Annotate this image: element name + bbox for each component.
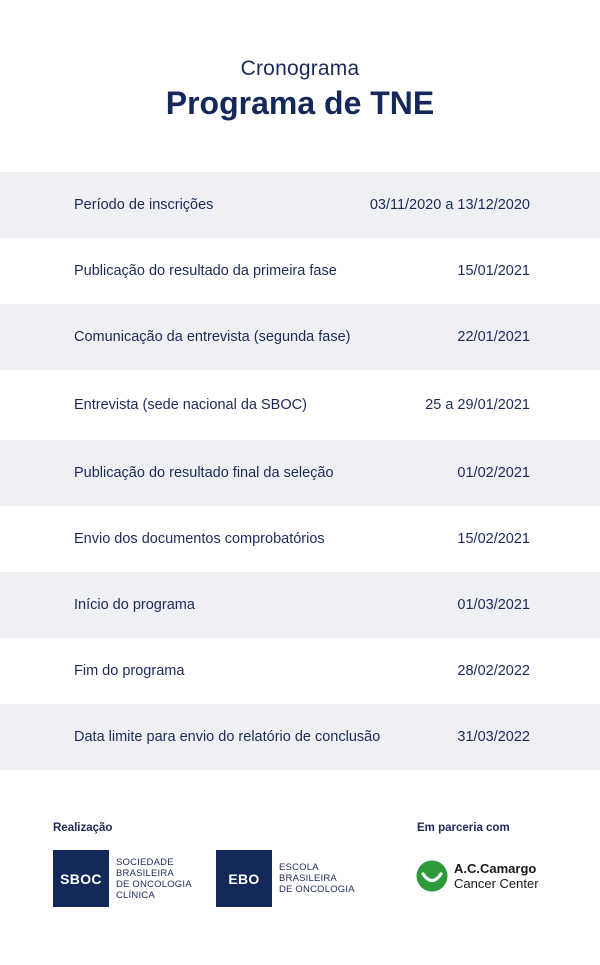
- schedule-date: 15/01/2021: [457, 263, 530, 279]
- smile-circle-icon: [416, 860, 448, 892]
- ebo-logo-mark: EBO: [216, 850, 272, 907]
- ebo-line: BRASILEIRA: [279, 873, 337, 884]
- sboc-line: BRASILEIRA: [116, 867, 174, 879]
- ebo-logo-text: [279, 862, 355, 895]
- realizacao-label: Realização: [53, 822, 113, 834]
- accamargo-name: A.C.Camargo: [454, 861, 537, 876]
- schedule-row: [0, 572, 600, 638]
- page-title: Programa de TNE: [165, 85, 435, 121]
- sboc-logo-text: [116, 857, 192, 901]
- page-header: [0, 56, 600, 122]
- sboc-logo-mark: SBOC: [53, 850, 109, 907]
- schedule-label: Comunicação da entrevista (segunda fase): [74, 329, 351, 345]
- schedule-label: Data limite para envio do relatório de conclusão: [74, 729, 381, 745]
- schedule-label: Período de inscrições: [74, 197, 214, 213]
- schedule-date: 01/03/2021: [457, 597, 530, 613]
- accamargo-logo: [416, 860, 539, 892]
- page-subtitle: Cronograma: [240, 57, 360, 80]
- schedule-date: 31/03/2022: [457, 729, 530, 745]
- schedule-label: Fim do programa: [74, 663, 185, 679]
- ebo-line: ESCOLA: [279, 862, 319, 873]
- sboc-line: SOCIEDADE: [116, 856, 174, 868]
- schedule-date: 22/01/2021: [457, 329, 530, 345]
- schedule-date: 03/11/2020 a 13/12/2020: [369, 197, 530, 213]
- sboc-line: DE ONCOLOGIA: [116, 878, 192, 890]
- schedule-label: Entrevista (sede nacional da SBOC): [74, 397, 307, 413]
- ebo-line: DE ONCOLOGIA: [279, 884, 355, 895]
- schedule-date: 15/02/2021: [457, 531, 530, 547]
- schedule-row: [0, 440, 600, 506]
- schedule-row: [0, 370, 600, 440]
- accamargo-sub: Cancer Center: [454, 876, 539, 891]
- schedule-table: [0, 172, 600, 770]
- schedule-date: 25 a 29/01/2021: [425, 397, 530, 413]
- schedule-label: Envio dos documentos comprobatórios: [74, 531, 325, 547]
- schedule-label: Início do programa: [74, 597, 195, 613]
- schedule-row: [0, 506, 600, 572]
- schedule-row: [0, 172, 600, 238]
- schedule-label: Publicação do resultado da primeira fase: [74, 263, 337, 279]
- schedule-row: [0, 238, 600, 304]
- sboc-logo: [53, 850, 192, 907]
- footer: [0, 822, 600, 922]
- ebo-logo: [216, 850, 355, 907]
- schedule-row: [0, 638, 600, 704]
- schedule-row: [0, 704, 600, 770]
- sboc-line: CLÍNICA: [116, 889, 155, 901]
- schedule-date: 28/02/2022: [457, 663, 530, 679]
- schedule-label: Publicação do resultado final da seleção: [74, 465, 334, 481]
- schedule-date: 01/02/2021: [457, 465, 530, 481]
- parceria-label: Em parceria com: [417, 822, 510, 834]
- schedule-row: [0, 304, 600, 370]
